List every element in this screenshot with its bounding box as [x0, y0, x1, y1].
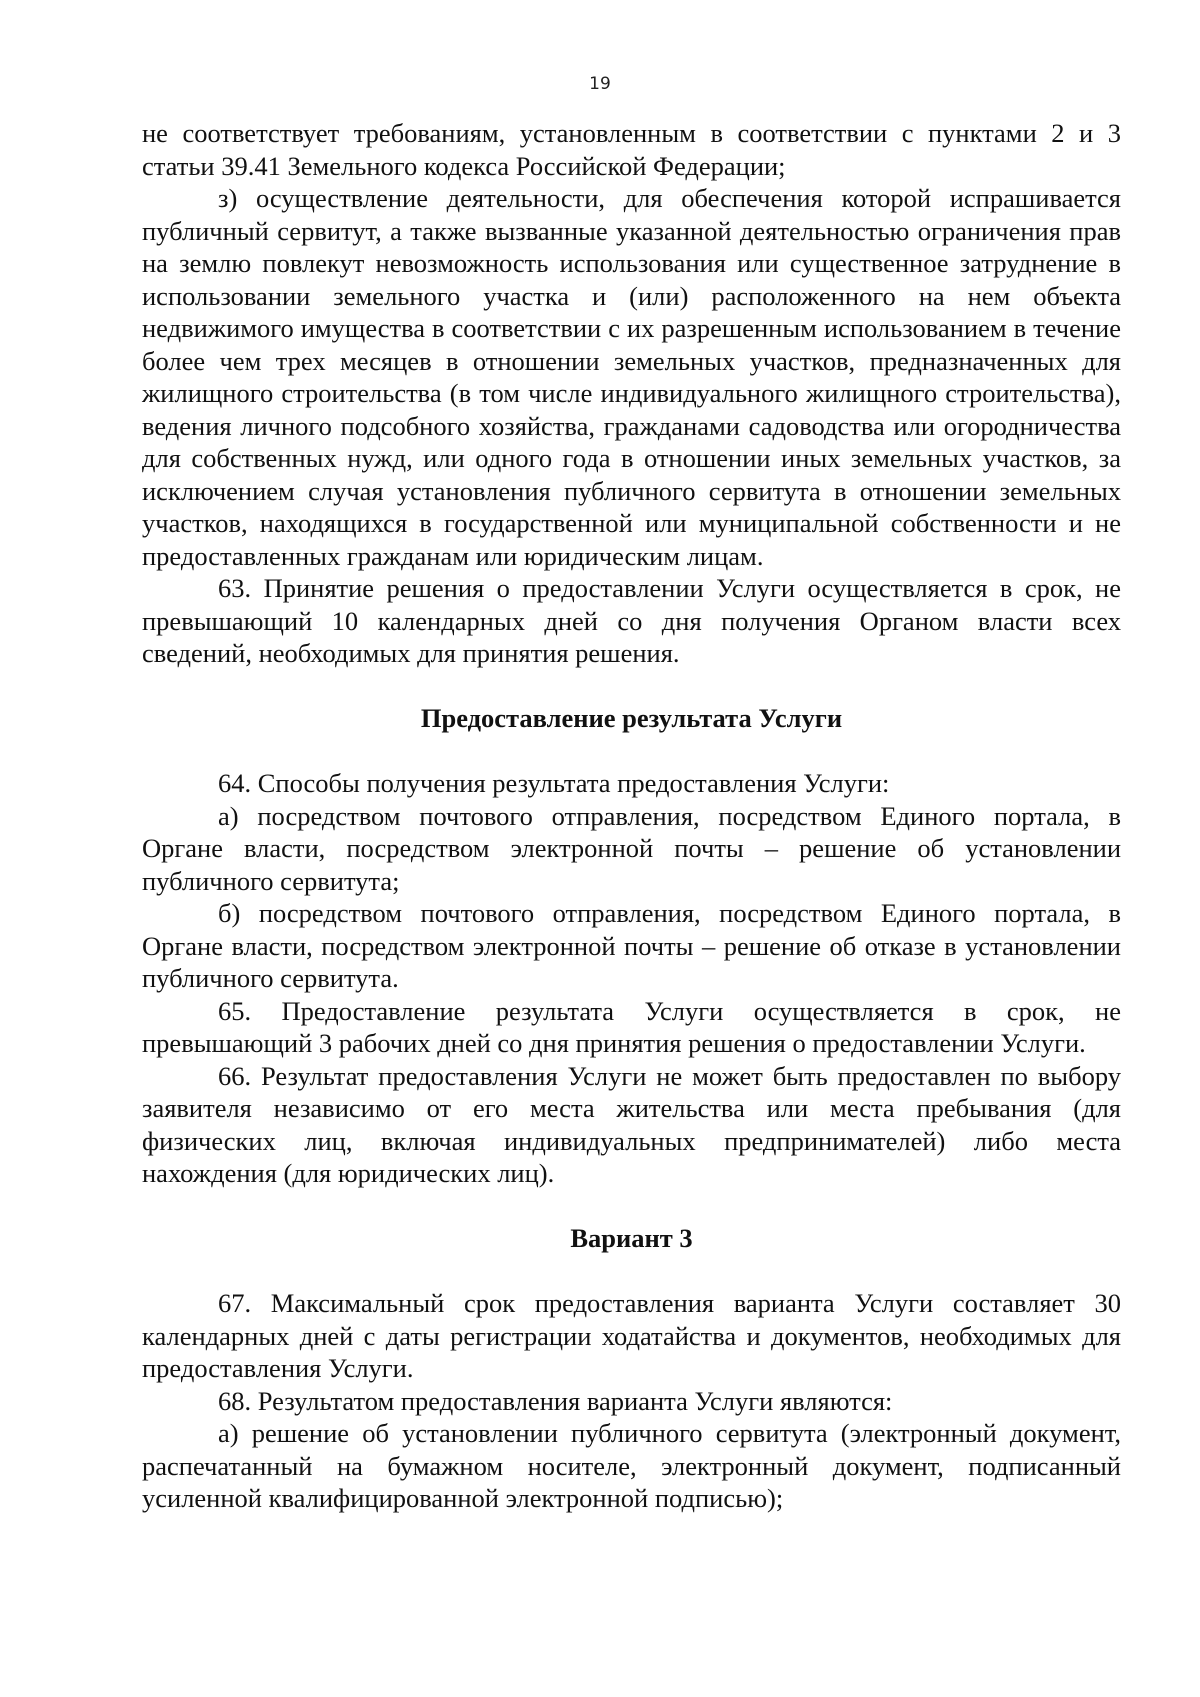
paragraph-64-b: б) посредством почтового отправления, посредством Единого портала, в Органе власти, посредством электронной почты – решение об отказе в установлении публичного сервитута.: [142, 898, 1121, 993]
paragraph-continuation: не соответствует требованиям, установленным в соответствии с пунктами 2 и 3 статьи 39.41 Земельного кодекса Российской Федерации;: [142, 118, 1121, 181]
paragraph-64-a: а) посредством почтового отправления, посредством Единого портала, в Органе власти, посредством электронной почты – решение об установлении публичного сервитута;: [142, 800, 1121, 896]
paragraph-68-a: а) решение об установлении публичного сервитута (электронный документ, распечатанный на бумажном носителе, электронный документ, подписанный усиленной квалифицированной электронной подписью);: [142, 1418, 1121, 1513]
paragraph-67: 67. Максимальный срок предоставления варианта Услуги составляет 30 календарных дней с даты регистрации ходатайства и документов, необходимых для предоставления Услуги.: [142, 1288, 1121, 1383]
paragraph-item-z: з) осуществление деятельности, для обеспечения которой испрашивается публичный сервитут, а также вызванные указанной деятельностью ограничения прав на землю повлекут невозможность использования или существенное затруднение в использовании земельного участка и (или) расположенного на нем объекта недвижимого имущества в соответствии с их разрешенным использованием в течение более чем трех месяцев в отношении земельных участков, предназначенных для жилищного строительства (в том числе индивидуального жилищного строительства), ведения личного подсобного хозяйства, гражданами садоводства или огородничества для собственных нужд, или одного года в отношении иных земельных участков, за исключением случая установления публичного сервитута в отношении земельных участков, находящихся в государственной или муниципальной собственности и не предоставленных гражданам или юридическим лицам.: [142, 183, 1121, 571]
section-result-delivery: [142, 767, 1121, 1190]
section-before-heading-1: [142, 117, 1121, 670]
document-body: [142, 117, 1121, 1515]
paragraph-65: 65. Предоставление результата Услуги осуществляется в срок, не превышающий 3 рабочих дней со дня принятия решения о предоставлении Услуги.: [142, 995, 1121, 1058]
section-heading-result: Предоставление результата Услуги: [420, 703, 843, 733]
page-number: 19: [589, 74, 611, 94]
section-variant-3: [142, 1287, 1121, 1515]
section-heading-variant-3: Вариант 3: [570, 1223, 693, 1253]
paragraph-68: 68. Результатом предоставления варианта Услуги являются:: [218, 1385, 893, 1416]
paragraph-64: 64. Способы получения результата предоставления Услуги:: [218, 768, 890, 798]
paragraph-63: 63. Принятие решения о предоставлении Услуги осуществляется в срок, не превышающий 10 календарных дней со дня получения Органом власти всех сведений, необходимых для принятия решения.: [142, 573, 1121, 668]
paragraph-66: 66. Результат предоставления Услуги не может быть предоставлен по выбору заявителя независимо от его места жительства или места пребывания (для физических лиц, включая индивидуальных предпринимателей) либо места нахождения (для юридических лиц).: [142, 1060, 1121, 1188]
